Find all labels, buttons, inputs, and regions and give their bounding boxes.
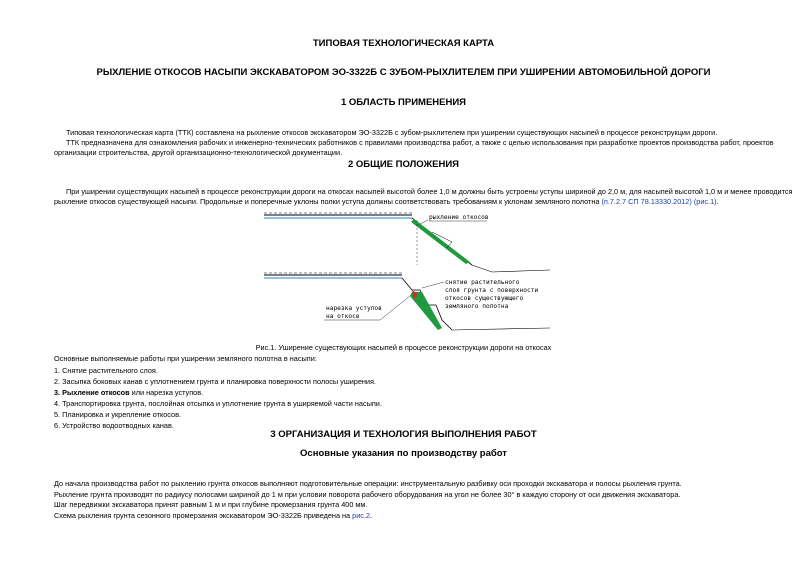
label-remove-topsoil-3: откосов существующего [445, 295, 524, 302]
figure-1-road-widening-diagram [262, 210, 552, 338]
works-item-5: 5. Планировка и укрепление откосов. [54, 410, 181, 419]
section-2-paragraph-1a: При уширении существующих насыпей в процессе реконструкции дороги на откосах насыпей высотой более 1,0 м должны быть устроены уступы шириной до 2,0 м, для насыпей высотой 1,0 м и менее проводится [66, 187, 793, 196]
section-1-paragraph-2a: ТТК предназначена для ознакомления рабочих и инженерно-технических работников с правилами производства работ, а также с целью использования при разработке проектов производства работ, проектов [66, 138, 774, 147]
figure-2-link[interactable]: рис.2 [352, 511, 371, 520]
works-item-6: 6. Устройство водоотводных канав. [54, 421, 174, 430]
works-item-3-bold: 3. Рыхление откосов [54, 388, 130, 397]
section-3-line-1: До начала производства работ по рыхлению грунта откосов выполняют подготовительные операции: инструментальную разбивку оси проходки экскаватора и полосы рыхления грунта. [54, 479, 682, 488]
works-list-intro: Основные выполняемые работы при уширении земляного полотна в насыпи: [54, 354, 317, 363]
label-benching-2: на откосе [326, 313, 360, 320]
section-3-line-4: Схема рыхления грунта сезонного промерзания экскаватором ЭО-3322Б приведена на рис.2. [54, 511, 373, 520]
works-item-3-rest: или нарезка уступов. [129, 388, 204, 397]
label-top-leader [420, 220, 428, 224]
label-bottom-leader [380, 296, 410, 320]
label-remove-topsoil-4: земляного полотна [445, 303, 509, 310]
section-3-line-2: Рыхление грунта производят по радиусу полосами шириной до 1 м при условии поворота рабочего оборудования на угол не более 30° в каждую сторону от оси движения экскаватора. [54, 490, 681, 499]
lower-ground-line [452, 328, 550, 330]
works-item-4: 4. Транспортировка грунта, послойная отсыпка и уплотнение грунта в уширяемой части насыпи. [54, 399, 382, 408]
section-3-heading: 3 ОРГАНИЗАЦИЯ И ТЕХНОЛОГИЯ ВЫПОЛНЕНИЯ РАБОТ [270, 429, 537, 440]
document-title: ТИПОВАЯ ТЕХНОЛОГИЧЕСКАЯ КАРТА [312, 38, 495, 49]
label-benching-1: нарезка уступов [326, 305, 382, 312]
section-3-subheading: Основные указания по производству работ [300, 448, 507, 459]
figure-1-caption: Рис.1. Уширение существующих насыпей в процессе реконструкции дороги на откосах [255, 343, 552, 352]
upper-slope-loosening-zone [411, 219, 470, 264]
section-2-paragraph-1b: рыхление откосов существующей насыпи. Продольные и поперечные уклоны полки уступа должны соответствовать требованиям к уклонам земляного полотна (п.7.2.7 СП 78.13330.2012) (рис.1). [54, 197, 719, 206]
works-item-1: 1. Снятие растительного слоя. [54, 366, 158, 375]
section-3-line-4-text: Схема рыхления грунта сезонного промерзания экскаватором ЭО-3322Б приведена на [54, 511, 351, 520]
document-subtitle: РЫХЛЕНИЕ ОТКОСОВ НАСЫПИ ЭКСКАВАТОРОМ ЭО-3322Б С ЗУБОМ-РЫХЛИТЕЛЕМ ПРИ УШИРЕНИИ АВТОМОБИЛЬНОЙ ДОРОГИ [96, 67, 711, 78]
works-item-3 [54, 388, 203, 397]
section-1-paragraph-1: Типовая технологическая карта (ТТК) составлена на рыхление откосов экскаватором ЭО-3322Б с зубом-рыхлителем при уширении существующих насыпей в процессе реконструкции дороги. [66, 128, 718, 137]
section-1-heading: 1 ОБЛАСТЬ ПРИМЕНЕНИЯ [340, 97, 467, 108]
figure-1-link[interactable]: (рис.1) [693, 197, 717, 206]
section-3-line-3: Шаг передвижки экскаватора принят равным 1 м и при глубине промерзания грунта 400 мм. [54, 500, 368, 509]
ground-line-right [472, 265, 492, 272]
label-remove-topsoil-2: слоя грунта с поверхности [445, 287, 539, 294]
label-remove-topsoil-1: снятие растительного [445, 279, 520, 286]
section-1-paragraph-2b: организации строительства, другой организационно-технологической документации. [54, 148, 343, 157]
works-item-2: 2. Засыпка боковых канав с уплотнением грунта и планировка поверхности полосы уширения. [54, 377, 376, 386]
sp-reference-link[interactable]: (п.7.2.7 СП 78.13330.2012) [601, 197, 692, 206]
label-mid-leader [422, 282, 444, 288]
paragraph-text: рыхление откосов существующей насыпи. Продольные и поперечные уклоны полки уступа должны соответствовать требованиям к уклонам земляного полотна [54, 197, 600, 206]
label-loosening-slopes: рыхление откосов [429, 214, 489, 221]
section-2-heading: 2 ОБЩИЕ ПОЛОЖЕНИЯ [348, 159, 459, 170]
ground-line-far [492, 270, 550, 272]
